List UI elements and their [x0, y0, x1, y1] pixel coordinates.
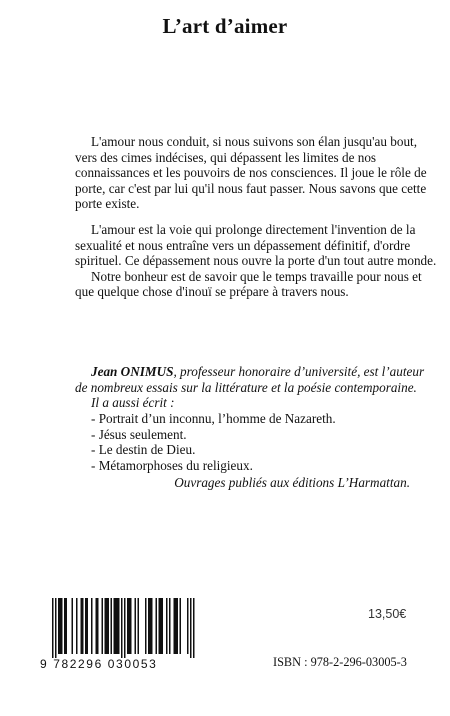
author-bio-text: , professeur honoraire d’université, est l’auteur — [173, 364, 425, 379]
works-list-item: - Métamorphoses du religieux. — [91, 457, 253, 473]
text-line: vers des cimes indécises, qui dépassent les limites de nos — [75, 149, 377, 165]
barcode-bar — [156, 598, 158, 654]
barcode-bar — [169, 598, 171, 654]
barcode-bar — [82, 598, 84, 654]
also-wrote-label: Il a aussi écrit : — [91, 395, 175, 411]
barcode-bar — [124, 598, 126, 658]
text-line: porte, car c'est par lui qu'il nous faut passer. Nous savons que cette — [75, 180, 427, 196]
barcode-bar — [105, 598, 107, 654]
barcode-bar — [106, 598, 108, 654]
barcode-bar — [55, 598, 57, 658]
barcode — [40, 598, 200, 672]
publisher-note-wrap — [75, 475, 410, 491]
book-title: L’art d’aimer — [162, 14, 288, 38]
barcode-bar — [76, 598, 78, 654]
barcode-bar — [115, 598, 117, 654]
barcode-bar — [150, 598, 152, 654]
barcode-bar — [148, 598, 150, 654]
text-line: porte existe. — [75, 196, 140, 212]
barcode-bar — [72, 598, 74, 654]
barcode-bar — [117, 598, 119, 654]
barcode-bars — [40, 598, 200, 658]
author-bio-line: de nombreux essais sur la littérature et la poésie contemporaine. — [75, 379, 417, 395]
barcode-bar — [118, 598, 120, 654]
barcode-bar — [159, 598, 161, 654]
barcode-bar — [61, 598, 63, 654]
barcode-bar — [160, 598, 162, 654]
barcode-bar — [162, 598, 164, 654]
barcode-bar — [166, 598, 168, 654]
barcode-bar — [177, 598, 179, 654]
barcode-bar — [58, 598, 60, 654]
barcode-bar — [87, 598, 89, 654]
barcode-bar — [81, 598, 83, 654]
barcode-bar — [114, 598, 116, 654]
works-list-item: - Jésus seulement. — [91, 426, 187, 442]
text-line: spirituel. Ce dépassement nous ouvre la porte d'un tout autre monde. — [75, 253, 437, 269]
barcode-bar — [52, 598, 54, 658]
barcode-bar — [187, 598, 189, 654]
barcode-digits: 9 782296 030053 — [40, 657, 158, 671]
works-list — [75, 411, 381, 473]
barcode-bar — [108, 598, 110, 654]
price-label: 13,50€ — [368, 607, 407, 621]
publisher-note: Ouvrages publiés aux éditions L’Harmattan. — [174, 475, 410, 490]
barcode-bar — [102, 598, 104, 654]
works-list-item: - Le destin de Dieu. — [91, 442, 196, 458]
barcode-bar — [97, 598, 99, 654]
text-line: L'amour nous conduit, si nous suivons son élan jusqu'au bout, — [91, 134, 417, 149]
barcode-bar — [175, 598, 177, 654]
barcode-bar — [151, 598, 153, 654]
barcode-bar — [121, 598, 123, 658]
text-line: Notre bonheur est de savoir que le temps travaille pour nous et — [91, 268, 422, 284]
barcode-bar — [66, 598, 68, 654]
barcode-bar — [64, 598, 66, 654]
author-bio — [75, 364, 425, 411]
barcode-bar — [135, 598, 137, 654]
barcode-bar — [129, 598, 131, 654]
barcode-bar — [190, 598, 192, 658]
isbn-label: ISBN : 978-2-296-03005-3 — [273, 655, 407, 669]
barcode-bar — [145, 598, 147, 654]
barcode-bar — [96, 598, 98, 654]
works-list-item: - Portrait d’un inconnu, l’homme de Nazareth. — [91, 411, 336, 426]
barcode-bar — [130, 598, 132, 654]
barcode-bar — [180, 598, 182, 654]
author-name: Jean ONIMUS — [91, 364, 174, 379]
summary-paragraph-2 — [75, 222, 437, 300]
barcode-bar — [91, 598, 93, 654]
barcode-bar — [127, 598, 129, 654]
text-line: connaissances et les pouvoirs de nos consciences. Il joue le rôle de — [75, 165, 427, 181]
text-line: sexualité et nous entraîne vers un dépassement définitif, d'ordre — [75, 237, 411, 253]
barcode-bar — [174, 598, 176, 654]
barcode-bar — [60, 598, 62, 654]
author-bio-line — [75, 364, 425, 380]
barcode-bar — [138, 598, 140, 654]
barcode-bar — [85, 598, 87, 654]
summary-paragraph-1 — [75, 134, 427, 212]
barcode-bar — [111, 598, 113, 654]
text-line: L'amour est la voie qui prolonge directement l'invention de la — [91, 222, 416, 237]
text-line: que quelque chose d'inouï se prépare à travers nous. — [75, 284, 349, 300]
barcode-bar — [193, 598, 195, 658]
